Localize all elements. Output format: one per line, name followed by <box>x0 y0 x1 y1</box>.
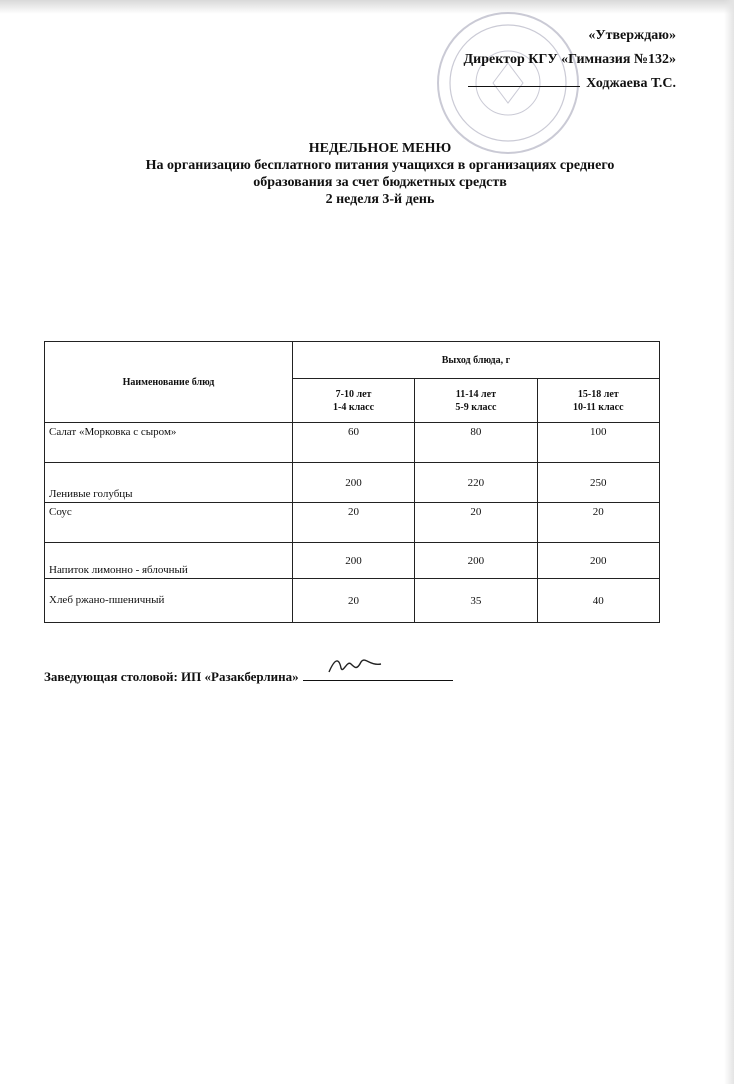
dish-name-header: Наименование блюд <box>45 342 293 423</box>
signature-line <box>468 73 580 87</box>
dish-name: Салат «Морковка с сыром» <box>45 423 293 463</box>
portion-value: 100 <box>537 423 659 463</box>
dish-name: Напиток лимонно - яблочный <box>45 543 293 579</box>
age-group-header: 15-18 лет 10-11 класс <box>537 379 659 423</box>
portion-value: 20 <box>415 503 537 543</box>
portion-value: 20 <box>292 503 414 543</box>
dish-name: Соус <box>45 503 293 543</box>
footer-signature-line <box>303 668 453 681</box>
menu-table <box>44 341 660 623</box>
title-line-3: 2 неделя 3-й день <box>325 192 435 207</box>
approval-block <box>316 24 676 96</box>
portion-value: 200 <box>292 463 414 503</box>
approval-name: Ходжаева Т.С. <box>586 76 676 91</box>
handwritten-signature-icon <box>325 654 385 678</box>
scan-top-edge <box>0 0 734 14</box>
portion-value: 200 <box>415 543 537 579</box>
document-title <box>30 140 730 208</box>
title-heading: НЕДЕЛЬНОЕ МЕНЮ <box>308 141 452 156</box>
portion-value: 80 <box>415 423 537 463</box>
table-row <box>45 543 660 579</box>
portion-value: 200 <box>292 543 414 579</box>
table-row <box>45 503 660 543</box>
age-group-header: 11-14 лет 5-9 класс <box>415 379 537 423</box>
table-row <box>45 423 660 463</box>
title-line-2: образования за счет бюджетных средств <box>253 175 507 190</box>
portion-value: 220 <box>415 463 537 503</box>
approval-position: Директор КГУ «Гимназия №132» <box>463 52 676 67</box>
portion-value: 35 <box>415 579 537 623</box>
portion-value: 250 <box>537 463 659 503</box>
portion-value: 20 <box>537 503 659 543</box>
dish-name: Хлеб ржано-пшеничный <box>45 579 293 623</box>
portion-value: 40 <box>537 579 659 623</box>
table-row <box>45 579 660 623</box>
portion-value: 20 <box>292 579 414 623</box>
portion-value: 60 <box>292 423 414 463</box>
age-group-header: 7-10 лет 1-4 класс <box>292 379 414 423</box>
title-line-1: На организацию бесплатного питания учащихся в организациях среднего <box>145 158 615 173</box>
portion-value: 200 <box>537 543 659 579</box>
footer-signature <box>44 668 453 685</box>
footer-label: Заведующая столовой: ИП «Разакберлина» <box>44 669 299 684</box>
output-header: Выход блюда, г <box>292 342 659 379</box>
approval-signature-row <box>316 72 676 96</box>
approval-label: «Утверждаю» <box>588 28 676 43</box>
table-row <box>45 463 660 503</box>
dish-name: Ленивые голубцы <box>45 463 293 503</box>
